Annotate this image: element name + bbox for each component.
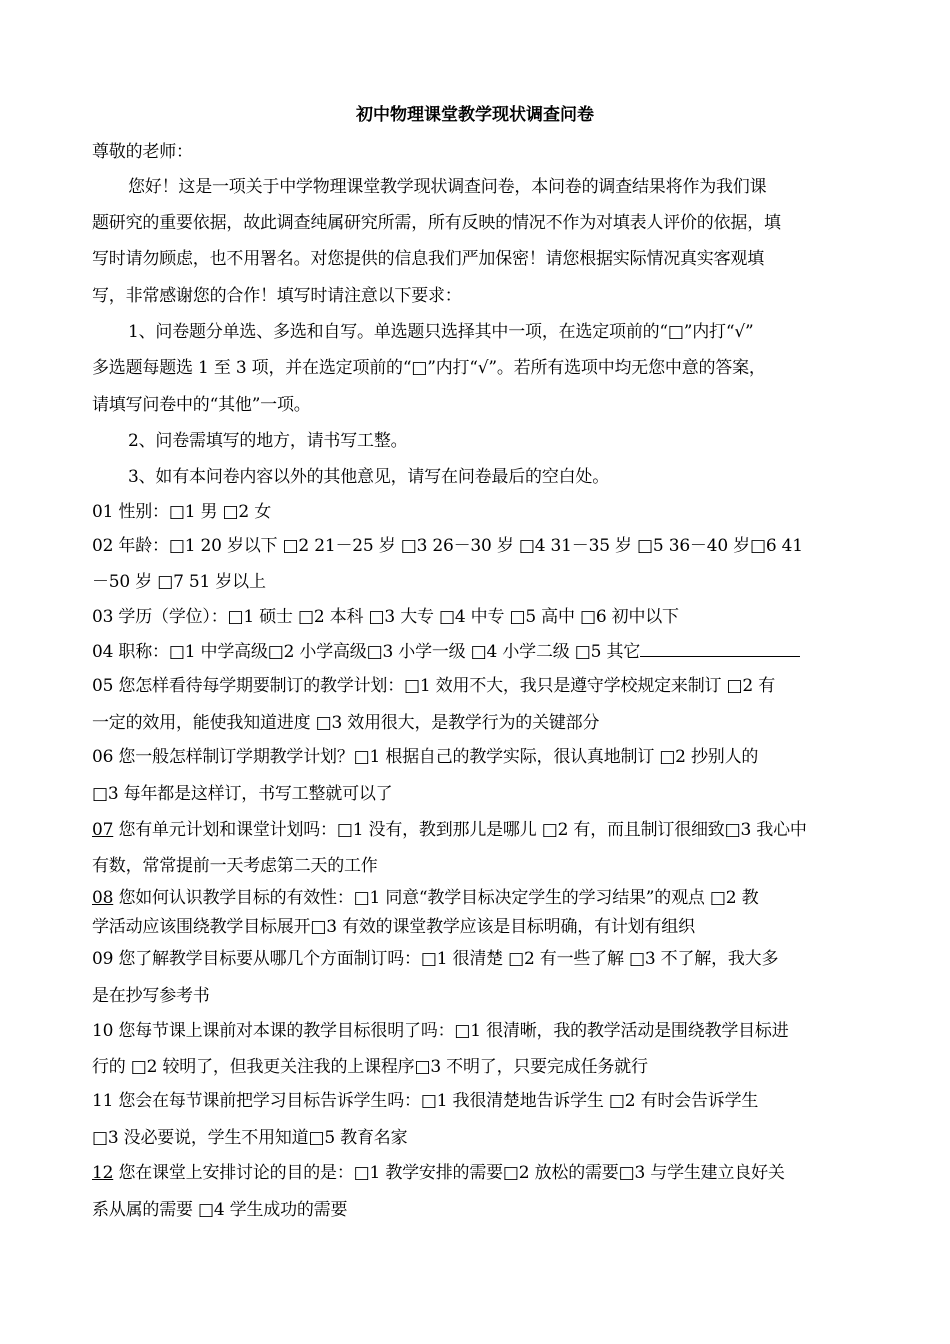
intro-line-1: 您好！这是一项关于中学物理课堂教学现状调查问卷，本问卷的调查结果将作为我们课 bbox=[128, 177, 767, 197]
intro-line-2: 题研究的重要依据，故此调查纯属研究所需，所有反映的情况不作为对填表人评价的依据，填 bbox=[92, 213, 781, 233]
question-07-line-1[interactable] bbox=[92, 815, 807, 840]
question-05-line-2[interactable]: 一定的效用，能使我知道进度 □3 效用很大，是教学行为的关键部分 bbox=[92, 713, 600, 733]
question-08-line-2[interactable]: 学活动应该围绕教学目标展开□3 有效的课堂教学应该是目标明确，有计划有组织 bbox=[92, 917, 695, 937]
rule-line-3: 请填写问卷中的“其他”一项。 bbox=[92, 395, 311, 415]
question-11-line-2[interactable]: □3 没必要说，学生不用知道□5 教育名家 bbox=[92, 1128, 408, 1148]
question-01[interactable]: 01 性别：□1 男 □2 女 bbox=[92, 502, 272, 522]
question-12-line-2[interactable]: 系从属的需要 □4 学生成功的需要 bbox=[92, 1200, 348, 1220]
question-04[interactable] bbox=[92, 637, 800, 662]
rule-line-4: 2、问卷需填写的地方，请书写工整。 bbox=[128, 431, 408, 451]
question-10-line-2[interactable]: 行的 □2 较明了，但我更关注我的上课程序□3 不明了，只要完成任务就行 bbox=[92, 1057, 648, 1077]
question-07-line-2[interactable]: 有数，常常提前一天考虑第二天的工作 bbox=[92, 856, 378, 876]
question-12-line-1[interactable] bbox=[92, 1158, 785, 1183]
rule-line-5: 3、如有本问卷内容以外的其他意见，请写在问卷最后的空白处。 bbox=[128, 467, 610, 487]
page-title: 初中物理课堂教学现状调查问卷 bbox=[356, 105, 594, 125]
question-08-text: 您如何认识教学目标的有效性：□1 同意“教学目标决定学生的学习结果”的观点 □2 教 bbox=[113, 888, 759, 908]
intro-line-4: 写，非常感谢您的合作！填写时请注意以下要求： bbox=[92, 286, 462, 306]
intro-line-3: 写时请勿顾虑，也不用署名。对您提供的信息我们严加保密！请您根据实际情况真实客观填 bbox=[92, 249, 764, 269]
rule-line-2: 多选题每题选 1 至 3 项，并在选定项前的“□”内打“√”。若所有选项中均无您中意的答案， bbox=[92, 358, 766, 378]
question-12-text: 您在课堂上安排讨论的目的是：□1 教学安排的需要□2 放松的需要□3 与学生建立良好关 bbox=[113, 1163, 785, 1183]
question-10-line-1[interactable]: 10 您每节课上课前对本课的教学目标很明了吗：□1 很清晰，我的教学活动是围绕教学目标进 bbox=[92, 1021, 789, 1041]
question-12-number: 12 bbox=[92, 1163, 114, 1183]
other-blank-field[interactable] bbox=[640, 642, 800, 657]
question-05-line-1[interactable]: 05 您怎样看待每学期要制订的教学计划：□1 效用不大，我只是遵守学校规定来制订 □2 有 bbox=[92, 676, 776, 696]
question-09-line-1[interactable]: 09 您了解教学目标要从哪几个方面制订吗：□1 很清楚 □2 有一些了解 □3 不了解，我大多 bbox=[92, 949, 779, 969]
question-04-text: 04 职称：□1 中学高级□2 小学高级□3 小学一级 □4 小学二级 □5 其它 bbox=[92, 642, 641, 662]
question-08-number: 08 bbox=[92, 888, 114, 908]
question-02-line-2[interactable]: －50 岁 □7 51 岁以上 bbox=[92, 572, 266, 592]
rule-line-1: 1、问卷题分单选、多选和自写。单选题只选择其中一项，在选定项前的“□”内打“√” bbox=[128, 322, 754, 342]
question-06-line-2[interactable]: □3 每年都是这样订，书写工整就可以了 bbox=[92, 784, 393, 804]
question-07-number: 07 bbox=[92, 820, 114, 840]
question-07-text: 您有单元计划和课堂计划吗：□1 没有，教到那儿是哪儿 □2 有，而且制订很细致□3 我心中 bbox=[113, 820, 807, 840]
greeting: 尊敬的老师： bbox=[92, 142, 193, 162]
question-06-line-1[interactable]: 06 您一般怎样制订学期教学计划？□1 根据自己的教学实际，很认真地制订 □2 抄别人的 bbox=[92, 747, 759, 767]
question-08-line-1[interactable] bbox=[92, 883, 758, 908]
question-11-line-1[interactable]: 11 您会在每节课前把学习目标告诉学生吗：□1 我很清楚地告诉学生 □2 有时会告诉学生 bbox=[92, 1091, 759, 1111]
question-09-line-2[interactable]: 是在抄写参考书 bbox=[92, 986, 210, 1006]
question-03[interactable]: 03 学历（学位）：□1 硕士 □2 本科 □3 大专 □4 中专 □5 高中 □6 初中以下 bbox=[92, 607, 679, 627]
question-02-line-1[interactable]: 02 年龄：□1 20 岁以下 □2 21－25 岁 □3 26－30 岁 □4 31－35 岁 □5 36－40 岁□6 41 bbox=[92, 536, 803, 556]
